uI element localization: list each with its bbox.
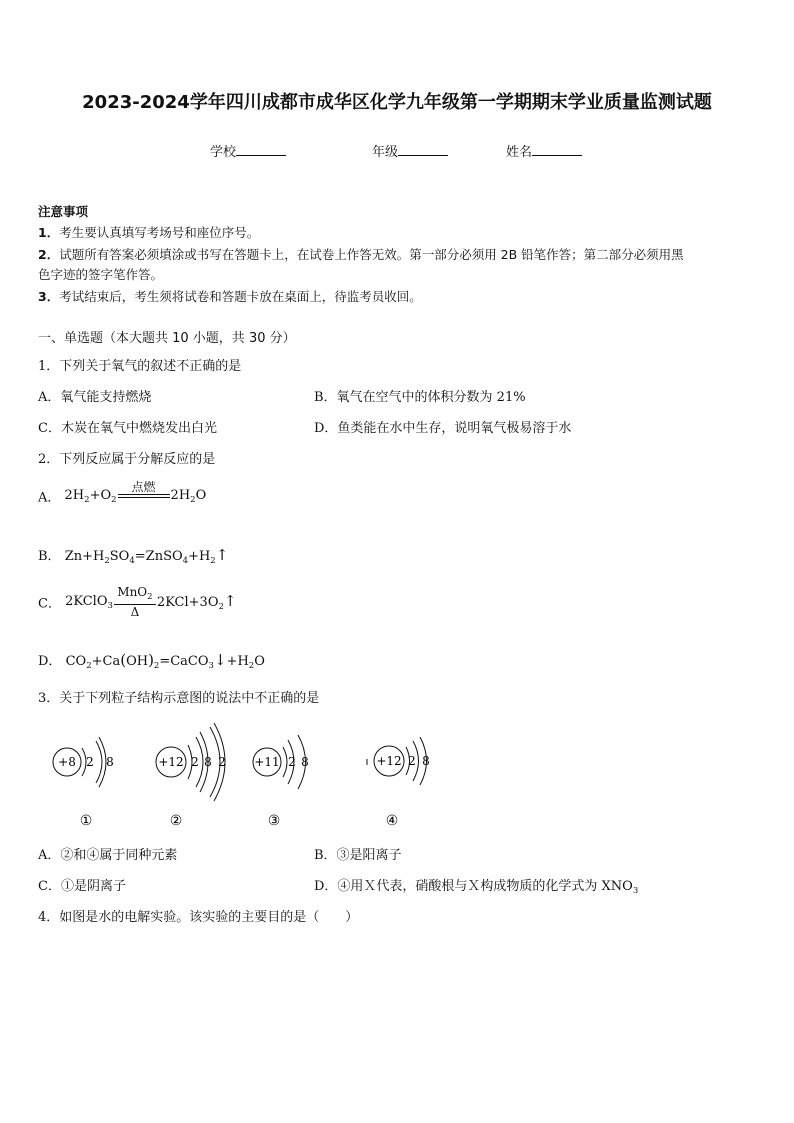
particle-label: ②: [169, 813, 183, 829]
shell-label: 2: [218, 755, 226, 769]
nucleus-label: +12: [158, 755, 184, 769]
heat-symbol: Δ: [130, 605, 140, 619]
school-blank: [236, 143, 286, 156]
name-blank: [532, 143, 582, 156]
particle-2: [156, 723, 226, 829]
school-field: [210, 141, 286, 160]
shell-label: 2: [408, 754, 416, 768]
particle-structure-diagram: [0, 715, 794, 835]
q2-option-b: B． $Zn+H_2SO_4=ZnSO_4+H_2↑$: [38, 546, 229, 566]
catalyst-label: MnO: [117, 585, 148, 599]
q3-option-a: A．②和④属于同种元素: [38, 848, 178, 863]
q3-option-d: D．④用Ｘ代表，硝酸根与Ｘ构成物质的化学式为 $XNO_3$: [314, 879, 639, 896]
shell-label: 8: [106, 755, 114, 769]
q1-option-d: D．鱼类能在水中生存，说明氧气极易溶于水: [314, 421, 572, 436]
shell-label: 2: [191, 755, 199, 769]
q1-option-b: B．氧气在空气中的体积分数为 21%: [314, 390, 526, 405]
note-item: 1．考生要认真填写考场号和座位序号。: [38, 225, 260, 240]
shell-label: 2: [288, 755, 296, 769]
grade-blank: [398, 143, 448, 156]
condition-ignite: 点燃: [131, 480, 156, 494]
q3-option-c: C．①是阴离子: [38, 879, 126, 894]
shell-label: 8: [301, 755, 309, 769]
nucleus-label: +12: [376, 754, 402, 768]
q2-stem: 2．下列反应属于分解反应的是: [38, 452, 216, 467]
q1-option-a: A．氧气能支持燃烧: [38, 390, 152, 405]
shell-label: 2: [86, 755, 94, 769]
q2-option-d: D． $CO_2+Ca(OH)_2=CaCO_3↓+H_2O$: [38, 651, 265, 671]
q1-option-c: C．木炭在氧气中燃烧发出白光: [38, 421, 217, 436]
notes-heading: 注意事项: [38, 204, 89, 219]
nucleus-label: +8: [58, 755, 76, 769]
particle-label: ③: [267, 813, 281, 829]
q4-stem: 4．如图是水的电解实验。该实验的主要目的是（ ）: [38, 910, 359, 925]
exam-title: 2023-2024学年四川成都市成华区化学九年级第一学期期末学业质量监测试题: [82, 92, 712, 113]
note-item: 3．考试结束后，考生须将试卷和答题卡放在桌面上，待监考员收回。: [38, 289, 422, 304]
section-heading: 一、单选题（本大题共 10 小题，共 30 分）: [38, 331, 296, 346]
school-label: 学校: [210, 145, 237, 160]
q3-stem: 3．关于下列粒子结构示意图的说法中不正确的是: [38, 691, 320, 706]
nucleus-label: +11: [254, 755, 280, 769]
grade-label: 年级: [372, 145, 399, 160]
particle-label: ④: [385, 813, 399, 829]
q2-option-a: A． $2H_2+O_2$ 点燃 $2H_2O$: [38, 480, 207, 506]
note-item: 色字迹的签字笔作答。: [38, 267, 164, 282]
shell-label: 8: [204, 755, 212, 769]
name-field: [506, 141, 582, 160]
shell-label: 8: [422, 754, 430, 768]
particle-label: ①: [79, 813, 93, 829]
particle-4: [367, 737, 430, 829]
q3-option-b: B．③是阳离子: [314, 848, 402, 863]
name-label: 姓名: [506, 145, 533, 160]
note-item: 2．试题所有答案必须填涂或书写在答题卡上，在试卷上作答无效。第一部分必须用 2B 铅笔作答；第二部分必须用黑: [38, 247, 684, 262]
grade-field: [372, 141, 448, 160]
q1-stem: 1．下列关于氧气的叙述不正确的是: [38, 359, 242, 374]
particle-3: [253, 735, 309, 829]
particle-1: [53, 737, 114, 829]
q2-option-c: C． 2KClO$_3$ MnO$_2$ Δ $2KCl+3O_2↑$: [38, 585, 237, 619]
